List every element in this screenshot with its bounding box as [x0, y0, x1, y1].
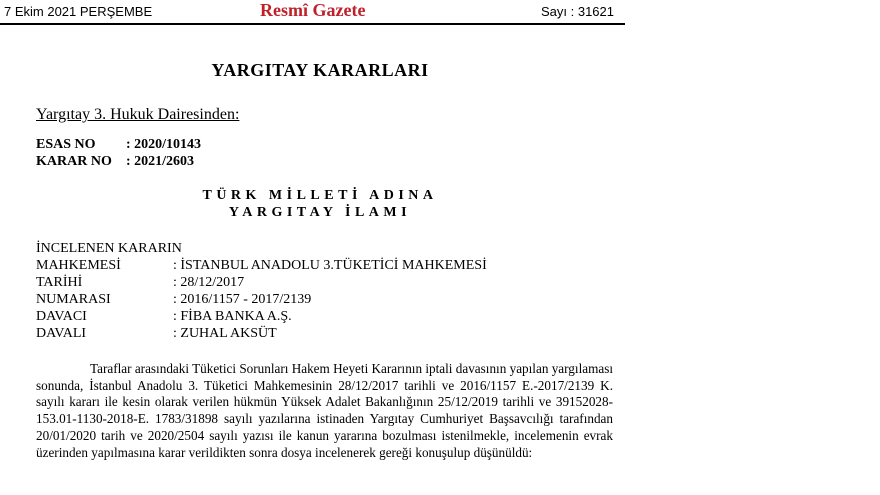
esas-label: ESAS NO: [36, 137, 96, 152]
karar-no: [36, 154, 194, 170]
detail-row: [36, 258, 487, 274]
detail-label: NUMARASI: [36, 292, 111, 307]
heading-nation: TÜRK MİLLETİ ADINA: [202, 188, 438, 203]
detail-value: : 28/12/2017: [173, 275, 245, 290]
detail-label: MAHKEMESİ: [36, 258, 121, 273]
gazette-title: Resmî Gazete: [260, 0, 366, 20]
karar-label: KARAR NO: [36, 154, 112, 169]
detail-value: : FİBA BANKA A.Ş.: [173, 309, 292, 324]
heading-ilam: YARGITAY İLAMI: [228, 205, 412, 220]
karar-value: : 2021/2603: [126, 154, 195, 169]
detail-row: [36, 275, 244, 291]
detail-label: DAVACI: [36, 309, 87, 324]
detail-row: [36, 326, 277, 342]
esas-no: [36, 137, 201, 153]
department-heading: Yargıtay 3. Hukuk Dairesinden:: [36, 106, 240, 123]
detail-label: TARİHİ: [36, 275, 83, 290]
header-date: 7 Ekim 2021 PERŞEMBE: [4, 4, 153, 19]
decision-paragraph: Taraflar arasındaki Tüketici Sorunları Hakem Heyeti Kararının iptali davasının yapılan yargılaması sonunda, İstanbul Anadolu 3. Tüketici Mahkemesinin 28/12/2017 tarihli ve 2016/1157 E.-2017/2139 K. sayılı kararı ile kesin olarak verilen hükmün Yüksek Adalet Bakanlığının 25/12/2019 tarihli ve 39152028-153.01-1130-2018-E. 1783/31898 sayılı yazılarına istinaden Yargıtay Cumhuriyet Başsavcılığı tarafından 20/01/2020 tarih ve 2020/2504 sayılı yazısı ile kanun yararına bozulması istenilmekle, incelemenin evrak üzerinden yapılmasına karar verildikten sonra dosya incelenerek gereği konuşulup düşünüldü:: [36, 361, 613, 460]
incelenen-heading: İNCELENEN KARARIN: [36, 241, 182, 256]
detail-value: : İSTANBUL ANADOLU 3.TÜKETİCİ MAHKEMESİ: [173, 258, 487, 273]
decision-body: [36, 361, 613, 461]
detail-row: [36, 292, 311, 308]
issue-number: Sayı : 31621: [541, 4, 614, 19]
esas-value: : 2020/10143: [126, 137, 202, 152]
detail-row: [36, 309, 292, 325]
detail-value: : 2016/1157 - 2017/2139: [173, 292, 312, 307]
header-rule: [0, 23, 625, 25]
detail-label: DAVALI: [36, 326, 87, 341]
page-title: YARGITAY KARARLARI: [211, 60, 429, 80]
detail-value: : ZUHAL AKSÜT: [173, 326, 277, 341]
